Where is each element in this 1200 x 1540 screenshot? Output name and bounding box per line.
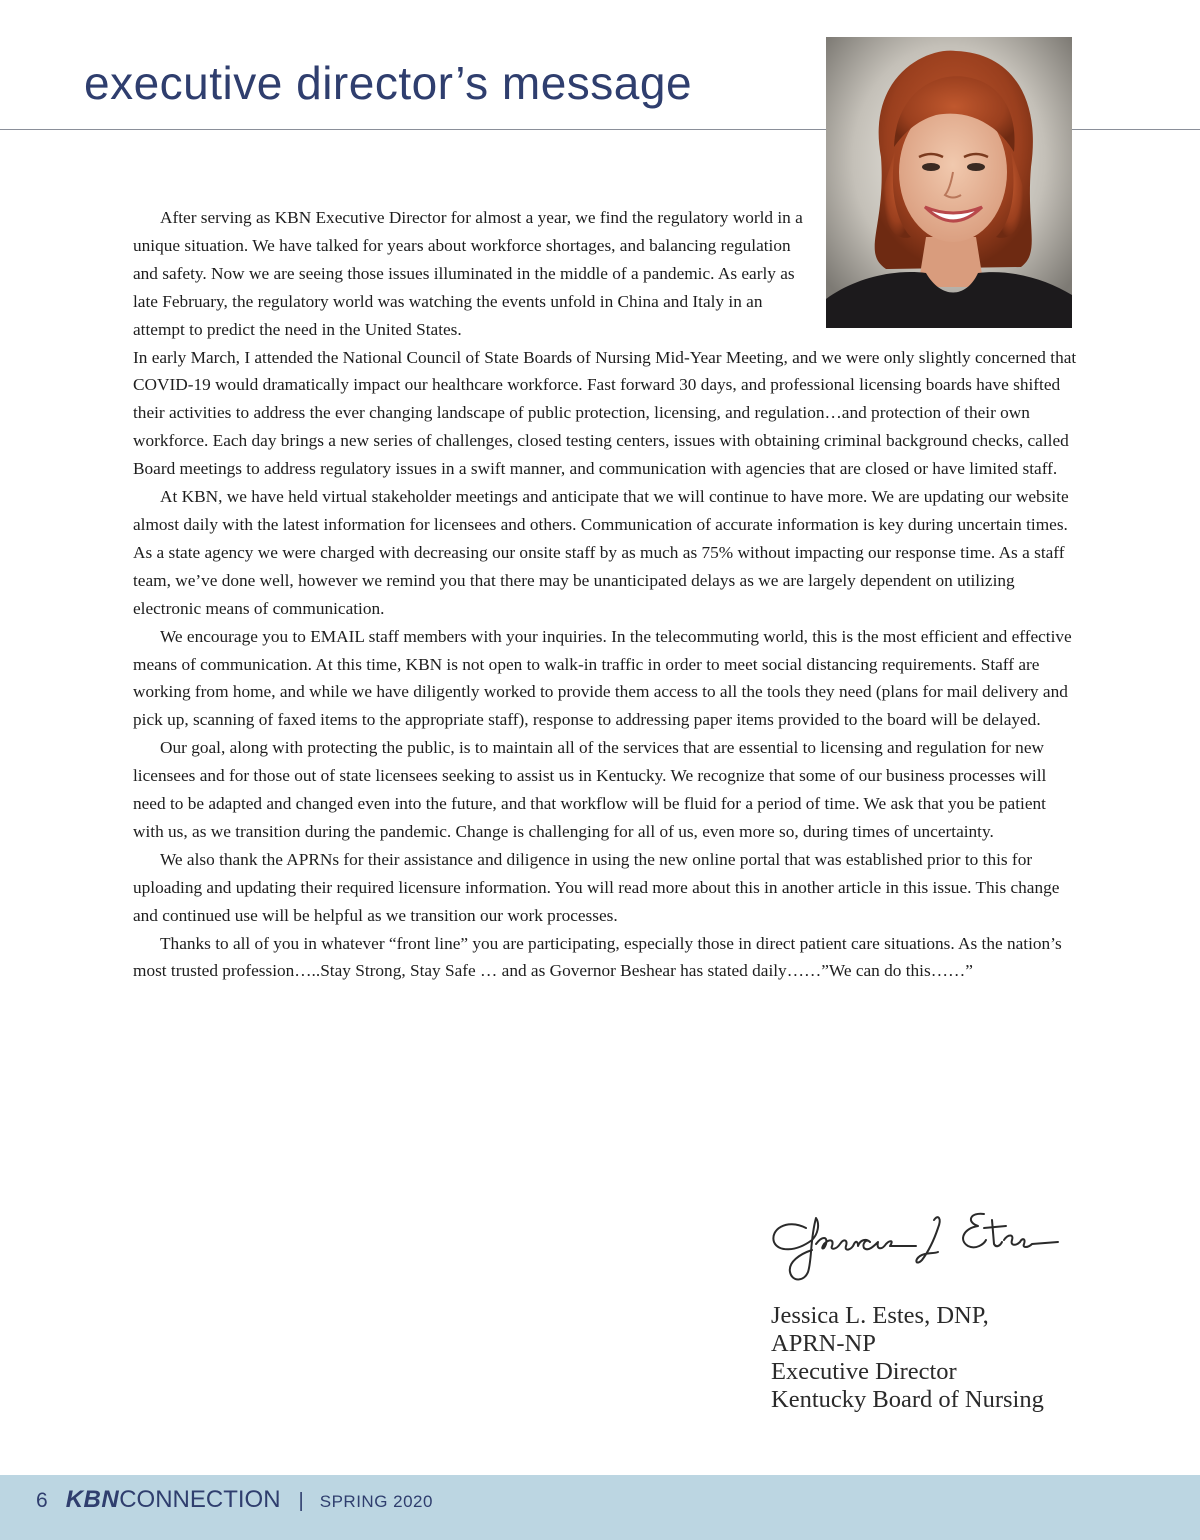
signer-title: Executive Director bbox=[771, 1358, 957, 1385]
signer-credential: APRN-NP bbox=[771, 1330, 876, 1357]
paragraph-5: Our goal, along with protecting the public, is to maintain all of the services that are essential to licensing and regulation for new licensees and for those out of state licensees seeking to assist us in Kentucky. We recognize that some of our business processes will need to be adapted and changed even into the future, and that workflow will be fluid for a period of time. We ask that you be patient with us, as we transition during the pandemic. Change is challenging for all of us, even more so, during times of uncertainty. bbox=[133, 738, 1047, 841]
paragraph-6: We also thank the APRNs for their assistance and diligence in using the new online portal that was established prior to this for uploading and updating their required licensure information. You will read more about this in another article in this issue. This change and continued use will be helpful as we transition our work processes. bbox=[133, 849, 1060, 925]
signer-organization: Kentucky Board of Nursing bbox=[771, 1386, 1044, 1413]
signer-block bbox=[771, 1302, 1044, 1414]
footer-separator: | bbox=[298, 1490, 304, 1512]
page-number: 6 bbox=[36, 1489, 48, 1512]
paragraph-4: We encourage you to EMAIL staff members with your inquiries. In the telecommuting world, this is the most efficient and effective means of communication. At this time, KBN is not open to walk-in traffic in order to meet social distancing requirements. Staff are working from home, and while we have diligently worked to provide them access to all the tools they need (plans for mail delivery and pick up, scanning of faxed items to the appropriate staff), response to addressing paper items provided to the board will be delayed. bbox=[133, 626, 1072, 730]
brand-connection: CONNECTION bbox=[119, 1486, 281, 1513]
handwritten-signature bbox=[766, 1200, 1066, 1290]
paragraph-1: After serving as KBN Executive Director for almost a year, we find the regulatory world in a unique situation. We have talked for years about workforce shortages, and balancing regulation and safety. Now we are seeing those issues illuminated in the middle of a pandemic. As early as late February, the regulatory world was watching the events unfold in China and Italy in an attempt to predict the need in the United States. bbox=[133, 208, 803, 339]
page-title: executive director’s message bbox=[84, 57, 693, 109]
brand-kbn: KBN bbox=[65, 1486, 120, 1513]
footer-content bbox=[36, 1486, 433, 1520]
signer-name: Jessica L. Estes, DNP, bbox=[771, 1302, 989, 1329]
paragraph-7: Thanks to all of you in whatever “front line” you are participating, especially those in direct patient care situations. As the nation’s most trusted profession…..Stay Strong, Stay Safe … and as Governor Beshear has stated daily……”We can do this……” bbox=[133, 933, 1062, 981]
paragraph-3: At KBN, we have held virtual stakeholder meetings and anticipate that we will continue to have more. We are updating our website almost daily with the latest information for licensees and others. Communication of accurate information is key during uncertain times. As a state agency we were charged with decreasing our onsite staff by as much as 75% without impacting our response time. As a staff team, we’ve done well, however we remind you that there may be unanticipated delays as we are largely dependent on utilizing electronic means of communication. bbox=[133, 487, 1069, 618]
article-body bbox=[133, 204, 1077, 985]
issue-label: SPRING 2020 bbox=[319, 1492, 433, 1511]
paragraph-2: In early March, I attended the National Council of State Boards of Nursing Mid-Year Meeting, and we were only slightly concerned that COVID-19 would dramatically impact our healthcare workforce. Fast forward 30 days, and professional licensing boards have shifted their activities to address the ever changing landscape of public protection, licensing, and regulation…and protection of their own workforce. Each day brings a new series of challenges, closed testing centers, issues with obtaining criminal background checks, called Board meetings to address regulatory issues in a swift manner, and communication with agencies that are closed or have limited staff. bbox=[133, 347, 1077, 479]
